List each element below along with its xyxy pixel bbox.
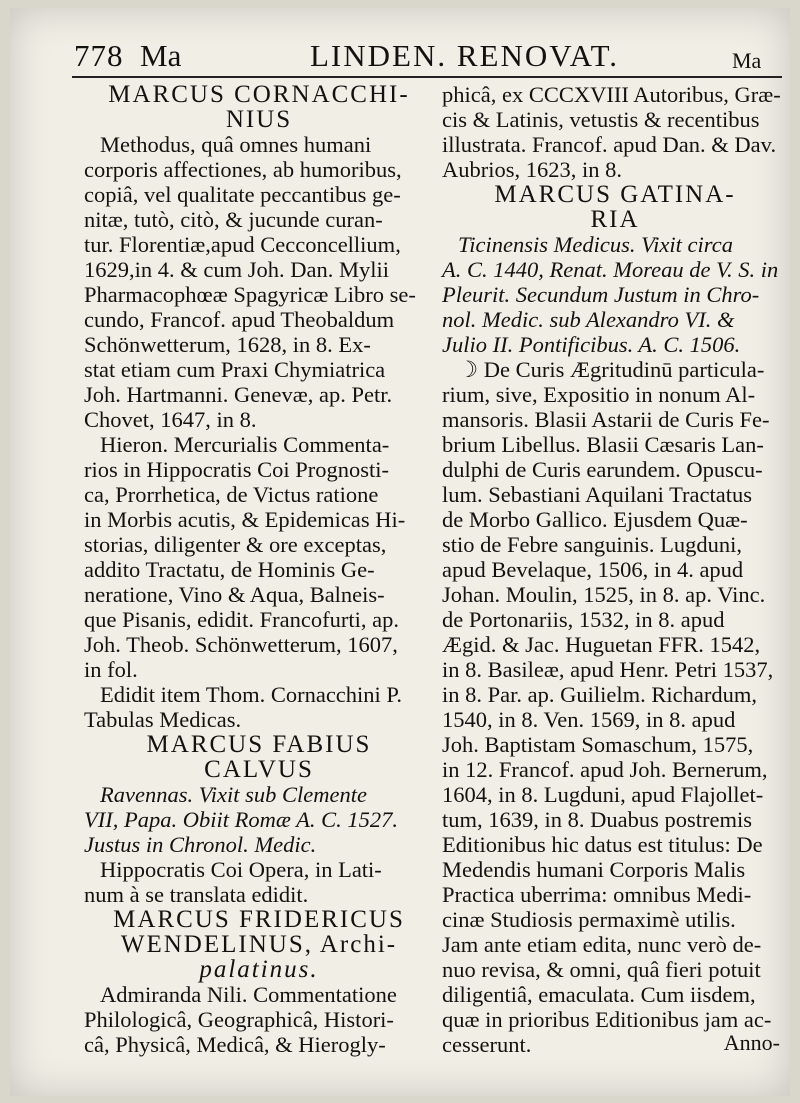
text-line: Philologicâ, Geographicâ, Histori- xyxy=(84,1007,394,1032)
text-line: Schönwetterum, 1628, in 8. Ex- xyxy=(84,332,371,357)
text-line: addito Tractatu, de Hominis Ge- xyxy=(84,557,375,582)
catchword: Anno- xyxy=(723,1030,780,1055)
running-title: LINDEN. RENOVAT. xyxy=(310,38,619,73)
text-line: stio de Febre sanguinis. Lugduni, xyxy=(442,532,742,557)
author-note-line: nol. Medic. sub Alexandro VI. & xyxy=(442,307,735,332)
page-number: 778 xyxy=(74,38,124,73)
text-line: Aubrios, 1623, in 8. xyxy=(442,157,622,182)
header-rule xyxy=(72,76,782,78)
text-line: stat etiam cum Praxi Chymiatrica xyxy=(84,357,386,382)
text-line: cundo, Francof. apud Theobaldum xyxy=(84,307,395,332)
text-line: rium, sive, Expositio in nonum Al- xyxy=(442,382,756,407)
text-line: copiâ, vel qualitate peccantibus ge- xyxy=(84,182,401,207)
text-line: in 8. Basileæ, apud Henr. Petri 1537, xyxy=(442,657,774,682)
author-note-line: Ticinensis Medicus. Vixit circa xyxy=(458,232,733,257)
text-line: Jam ante etiam edita, nunc verò de- xyxy=(442,932,762,957)
text-line: phicâ, ex CCCXVIII Autoribus, Græ- xyxy=(442,82,781,107)
text-line: rios in Hippocratis Coi Prognosti- xyxy=(84,457,389,482)
text-line: nitæ, tutò, citò, & jucunde curan- xyxy=(84,207,383,232)
text-line: Editionibus hic datus est titulus: De xyxy=(442,832,763,857)
text-line: ☽ De Curis Ægritudinū particula- xyxy=(458,357,765,382)
author-note-line: Justus in Chronol. Medic. xyxy=(84,832,317,857)
right-column xyxy=(442,82,788,1057)
text-line: Practica uberrima: omnibus Medi- xyxy=(442,882,752,907)
author-note-line: Pleurit. Secundum Justum in Chro- xyxy=(442,282,760,307)
text-line: câ, Physicâ, Medicâ, & Hierogly- xyxy=(84,1032,386,1057)
text-line: Tabulas Medicas. xyxy=(84,707,242,732)
text-line: quæ in prioribus Editionibus jam ac- xyxy=(442,1007,772,1032)
text-line: apud Bevelaque, 1506, in 4. apud xyxy=(442,557,744,582)
text-line: Joh. Baptistam Somaschum, 1575, xyxy=(442,732,754,757)
book-page xyxy=(10,8,790,1096)
text-line: cinæ Studiosis permaximè utilis. xyxy=(442,907,736,932)
author-note-line: Julio II. Pontificibus. A. C. 1506. xyxy=(442,332,741,357)
entry-heading: MARCUS CORNACCHI- xyxy=(108,81,410,108)
text-line: Admiranda Nili. Commentatione xyxy=(100,982,397,1007)
text-line: Medendis humani Corporis Malis xyxy=(442,857,746,882)
author-note-line: VII, Papa. Obiit Romæ A. C. 1527. xyxy=(84,807,398,832)
text-line: storias, diligenter & ore exceptas, xyxy=(84,532,387,557)
entry-heading: palatinus. xyxy=(199,956,319,983)
author-note-line: Ravennas. Vixit sub Clemente xyxy=(100,782,368,807)
entry-heading: MARCUS FRIDERICUS xyxy=(113,906,405,933)
text-line: illustrata. Francof. apud Dan. & Dav. xyxy=(442,132,777,157)
text-line: in fol. xyxy=(84,657,138,682)
text-line: cis & Latinis, vetustis & recentibus xyxy=(442,107,760,132)
text-line: Methodus, quâ omnes humani xyxy=(100,132,372,157)
entry-heading: MARCUS FABIUS xyxy=(146,731,372,758)
entry-heading: RIA xyxy=(590,206,640,233)
text-line: Joh. Hartmanni. Genevæ, ap. Petr. xyxy=(84,382,393,407)
text-line: Joh. Theob. Schönwetterum, 1607, xyxy=(84,632,398,657)
text-line: Hippocratis Coi Opera, in Lati- xyxy=(100,857,382,882)
text-line: brium Libellus. Blasii Cæsaris Lan- xyxy=(442,432,764,457)
text-line: nuo revisa, & omni, quâ fieri potuit xyxy=(442,957,761,982)
text-line: Chovet, 1647, in 8. xyxy=(84,407,257,432)
text-line: in 12. Francof. apud Joh. Bernerum, xyxy=(442,757,768,782)
text-line: Edidit item Thom. Cornacchini P. xyxy=(100,682,403,707)
text-line: Johan. Moulin, 1525, in 8. ap. Vinc. xyxy=(442,582,766,607)
left-column xyxy=(84,82,434,1057)
text-line: 1604, in 8. Lugduni, apud Flajollet- xyxy=(442,782,764,807)
text-line: dulphi de Curis earundem. Opuscu- xyxy=(442,457,763,482)
text-line: tur. Florentiæ,apud Cecconcellium, xyxy=(84,232,401,257)
text-line: diligentiâ, emaculata. Cum iisdem, xyxy=(442,982,756,1007)
entry-heading: NIUS xyxy=(225,106,293,133)
text-line: Ægid. & Jac. Huguetan FFR. 1542, xyxy=(442,632,761,657)
text-line: in Morbis acutis, & Epidemicas Hi- xyxy=(84,507,406,532)
text-line: num à se translata edidit. xyxy=(84,882,309,907)
entry-heading: MARCUS GATINA- xyxy=(494,181,736,208)
text-line: de Morbo Gallico. Ejusdem Quæ- xyxy=(442,507,748,532)
text-line: mansoris. Blasii Astarii de Curis Fe- xyxy=(442,407,770,432)
running-header xyxy=(10,34,790,74)
text-line: que Pisanis, edidit. Francofurti, ap. xyxy=(84,607,399,632)
text-line: tum, 1639, in 8. Duabus postremis xyxy=(442,807,752,832)
entry-heading: CALVUS xyxy=(204,756,314,783)
text-line: ca, Prorrhetica, de Victus ratione xyxy=(84,482,379,507)
text-line: de Portonariis, 1532, in 8. apud xyxy=(442,607,725,632)
text-line: corporis affectiones, ab humoribus, xyxy=(84,157,402,182)
text-line: Hieron. Mercurialis Commenta- xyxy=(100,432,390,457)
text-line: 1540, in 8. Ven. 1569, in 8. apud xyxy=(442,707,736,732)
text-line: 1629,in 4. & cum Joh. Dan. Mylii xyxy=(84,257,389,282)
entry-heading: WENDELINUS, Archi- xyxy=(120,931,398,958)
header-left-abbrev: Ma xyxy=(140,38,182,73)
text-line: neratione, Vino & Aqua, Balneis- xyxy=(84,582,385,607)
text-line: lum. Sebastiani Aquilani Tractatus xyxy=(442,482,752,507)
text-line: Pharmacophœæ Spagyricæ Libro se- xyxy=(84,282,416,307)
header-right-abbrev: Ma xyxy=(732,48,762,73)
text-line: cesserunt. xyxy=(442,1032,532,1057)
text-line: in 8. Par. ap. Guilielm. Richardum, xyxy=(442,682,757,707)
author-note-line: A. C. 1440, Renat. Moreau de V. S. in xyxy=(442,257,779,282)
